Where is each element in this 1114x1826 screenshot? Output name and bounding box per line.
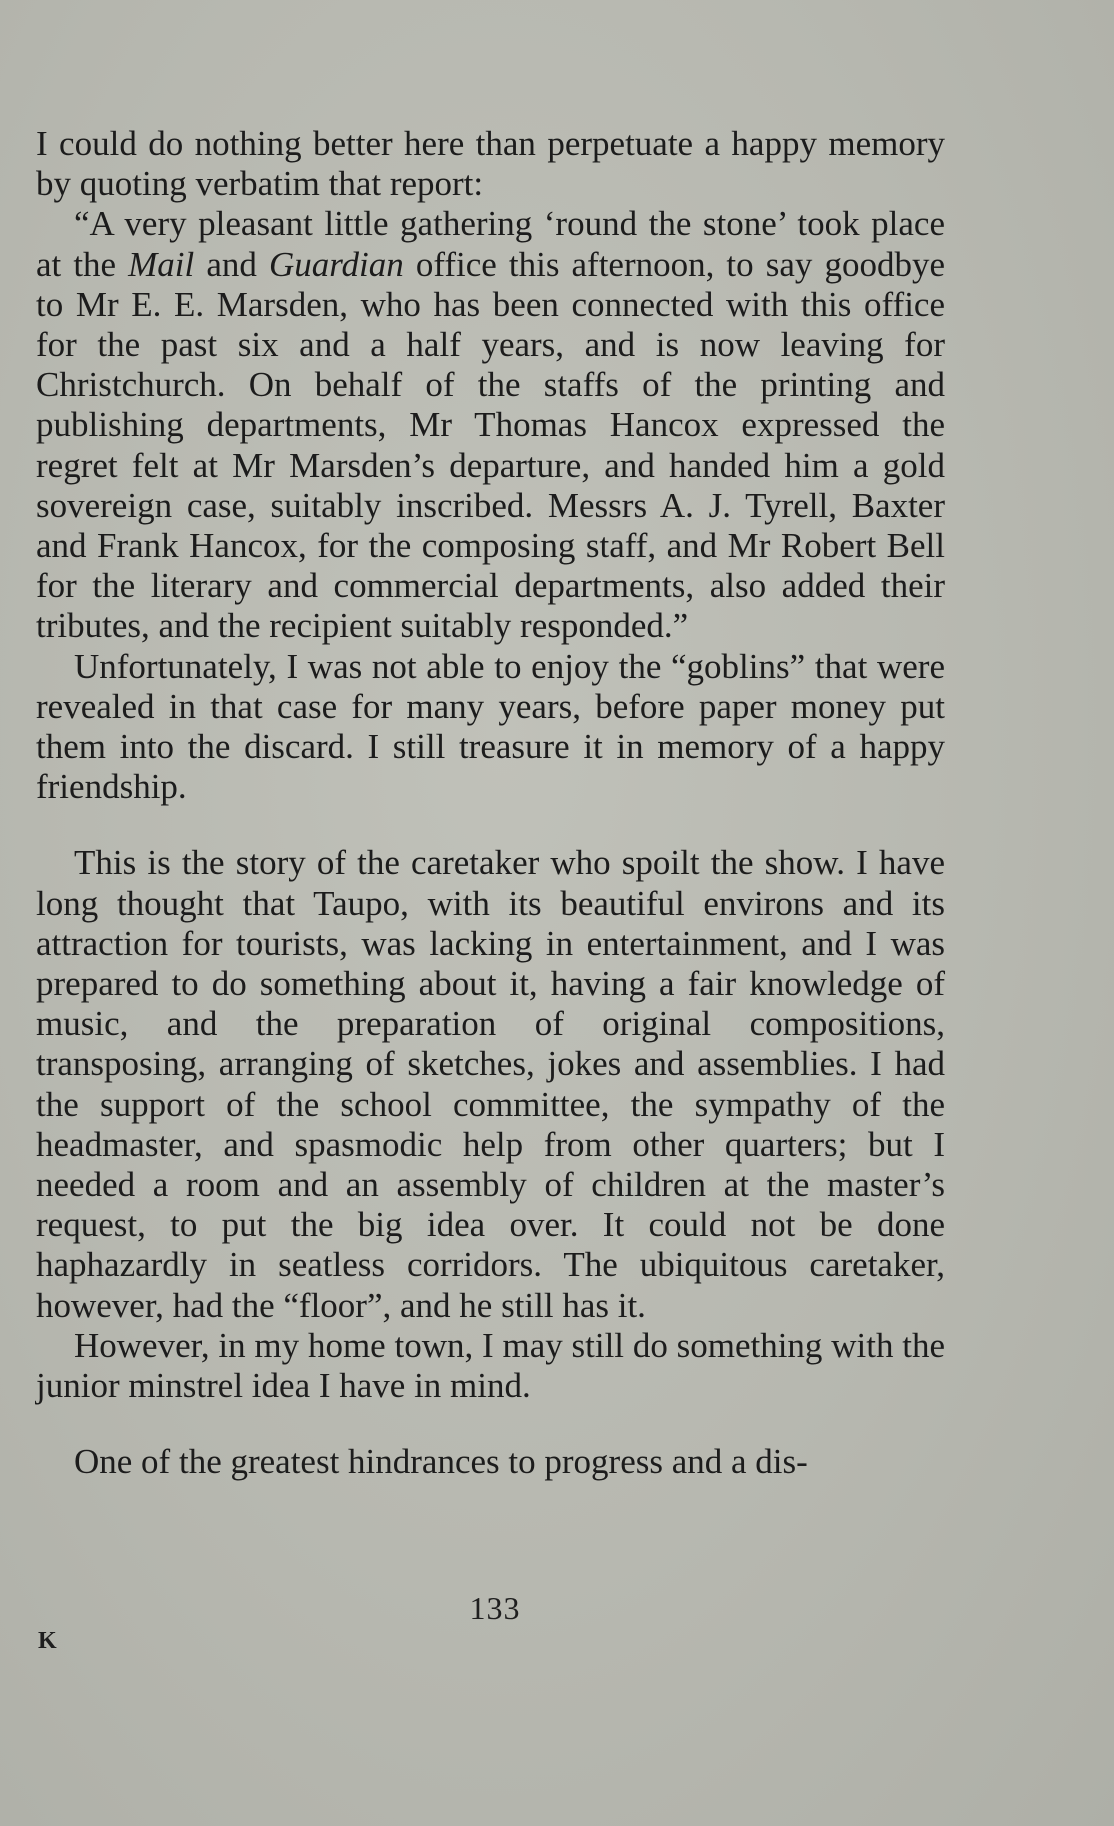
- text-run: However, in my home town, I may still do something with the junior minstrel idea I have in mind.: [36, 1325, 945, 1406]
- paragraph-intro: [36, 124, 945, 204]
- paragraph-caretaker-story: [36, 843, 945, 1325]
- newspaper-name-guardian: Guardian: [268, 244, 404, 284]
- signature-mark: K: [38, 1628, 57, 1654]
- text-run: “A very pleasant little gathering ‘round the stone’ took place at the: [36, 204, 945, 284]
- newspaper-name-mail: Mail: [128, 244, 195, 284]
- text-run: One of the greatest hindrances to progress and a dis-: [74, 1442, 808, 1482]
- text-run: This is the story of the caretaker who spoilt the show. I have long thought that Taupo, with its beautiful environs and its attraction for tourists, was lacking in entertainment, and I was prepared to do something about it, having a fair knowledge of music, and the preparation of original compositions, transposing, arranging of sketches, jokes and assemblies. I had the support of the school committee, the sympathy of the headmaster, and spasmodic help from other quarters; but I needed a room and an assembly of children at the master’s request, to put the big idea over. It could not be done haphazardly in seatless corridors. The ubiquitous caretaker, however, had the “floor”, and he still has it.: [36, 843, 945, 1325]
- paragraph-quoted-report: [36, 204, 945, 646]
- body-text: [36, 124, 945, 1483]
- text-run: office this afternoon, to say goodbye to Mr E. E. Marsden, who has been connected with this office for the past six and a half years, and is now leaving for Christchurch. On behalf of the staffs of the printing and publishing departments, Mr Thomas Hancox expressed the regret felt at Mr Marsden’s departure, and handed him a gold sovereign case, suitably inscribed. Messrs A. J. Tyrell, Baxter and Frank Hancox, for the composing staff, and Mr Robert Bell for the literary and commercial departments, also added their tributes, and the recipient suitably responded.”: [36, 244, 945, 646]
- page-number: 133: [469, 1590, 521, 1626]
- text-run: Unfortunately, I was not able to enjoy the “goblins” that were revealed in that case for many years, before paper money put them into the discard. I still treasure it in memory of a happy friendship.: [36, 646, 945, 807]
- paragraph-hindrances: [36, 1442, 945, 1482]
- text-run: and: [194, 244, 269, 284]
- paragraph-home-town: [36, 1326, 945, 1406]
- text-run: I could do nothing better here than perpetuate a happy memory by quoting verbatim that report:: [36, 124, 945, 204]
- paragraph-goblins: [36, 647, 945, 808]
